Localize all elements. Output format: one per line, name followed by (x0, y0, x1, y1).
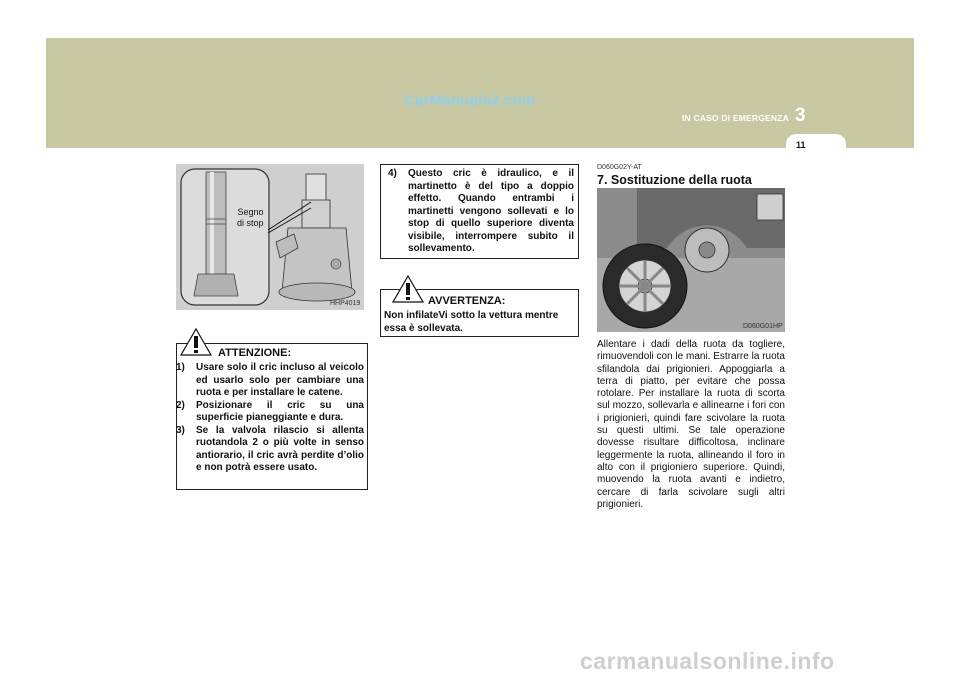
warning-exclamation-icon (392, 275, 424, 303)
callout-line-2: di stop (237, 218, 264, 228)
wheel-photo (597, 188, 785, 332)
section-code: D060G02Y-AT (597, 164, 642, 171)
wheel-illustration (597, 188, 785, 332)
warning-exclamation-icon (180, 328, 212, 356)
jack-figure (176, 164, 364, 310)
attenzione-list (176, 362, 364, 475)
section-body: Allentare i dadi della ruota da togliere, rimuovendoli con le mani. Estrarre la ruota sfilandola dai prigionieri. Appoggiarla a terra di piatto, per evitare che possa rotolare. Per installare la ruota di scorta sul mozzo, sollevarla e allinearne i fori con i prigionieri, quindi fare scivolare la ruota su questi ultimi. Se tale operazione dovesse risultare difficoltosa, inclinare leggermente la ruota, allineando il foro in alto con il prigioniero superiore. Quindi, muovendo la ruota avanti e indietro, cercare di farla scivolare sugli altri prigionieri. (597, 339, 785, 510)
avvertenza-title: AVVERTENZA: (428, 295, 506, 307)
list-item: 4) Questo cric è idraulico, e il martinetto è del tipo a doppio effetto. Quando entrambi i martinetti vengono sollevati e lo stop di quello superiore diventa visibile, interrompere subito il sollevamento. (388, 168, 574, 254)
photo-code: D060G01HP (743, 323, 783, 330)
callout-line-1: Segno (237, 207, 264, 217)
page-number: 11 (796, 140, 806, 150)
footer-watermark: carmanualsonline.info (580, 648, 835, 674)
avvertenza-text: Non infilateVi sotto la vettura mentre essa è sollevata. (384, 310, 559, 334)
attenzione-title: ATTENZIONE: (218, 347, 292, 359)
list-item: 3) Se la valvola rilascio si allenta ruotandola 2 o più volte in senso antiorario, il cric avrà perdite d’olio e non potrà essere usato. (176, 424, 364, 473)
note-list (388, 168, 574, 256)
page-number-tab (786, 134, 846, 154)
site-link[interactable]: CarManuals2.com (404, 92, 536, 109)
jack-illustration (176, 164, 364, 310)
section-title: 7. Sostituzione della ruota (597, 173, 752, 187)
figure-code: HHP4019 (330, 300, 361, 307)
stop-mark-callout (237, 207, 264, 229)
section-label: IN CASO DI EMERGENZA (682, 113, 789, 123)
list-item: 1) Usare solo il cric incluso al veicolo ed usarlo solo per cambiare una ruota e per installare le catene. (176, 362, 364, 398)
list-item: 2) Posizionare il cric su una superficie pianeggiante e dura. (176, 399, 364, 423)
chapter-number: 3 (795, 105, 806, 126)
